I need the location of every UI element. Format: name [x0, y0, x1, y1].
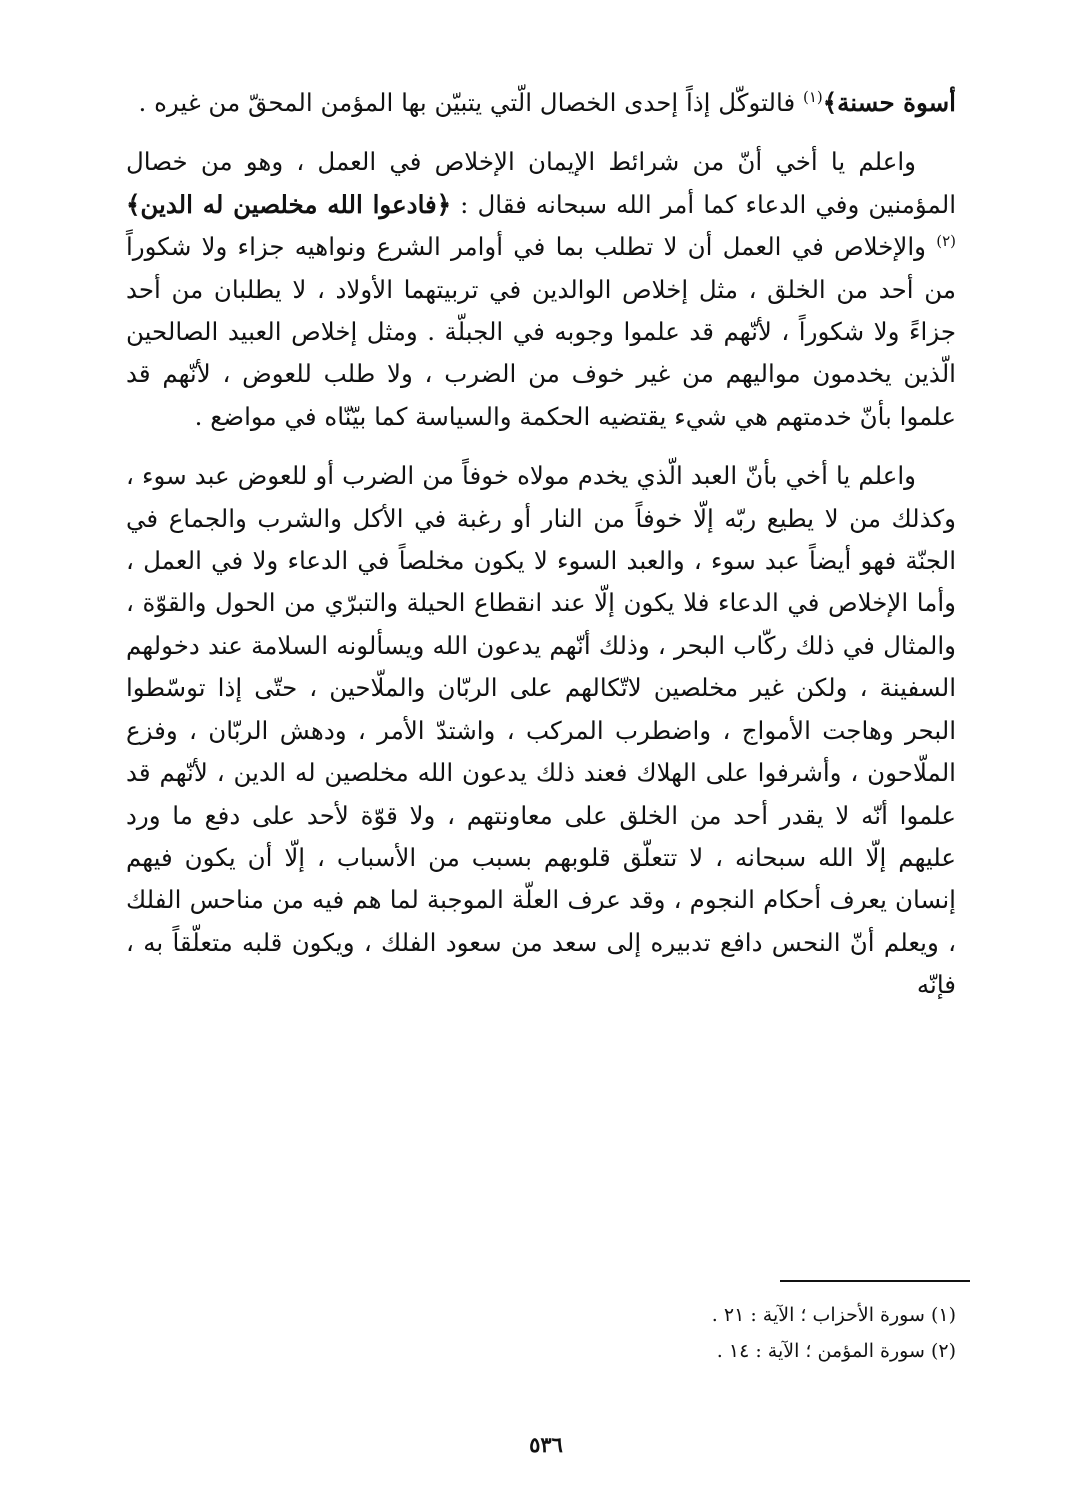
footnote-divider	[780, 1280, 970, 1282]
paragraph-3	[126, 455, 956, 1006]
footnote-1: (١) سورة الأحزاب ؛ الآية : ٢١ .	[711, 1304, 956, 1326]
quran-quote: ﴿فادعوا الله مخلصين له الدين﴾	[126, 189, 452, 219]
footnote-marker-1: (١)	[802, 87, 823, 106]
footnotes	[456, 1297, 956, 1369]
footnote-2: (٢) سورة المؤمن ؛ الآية : ١٤ .	[716, 1340, 956, 1362]
paragraph-text: فالتوكّل إذاً إحدى الخصال الّتي يتبيّن بها المؤمن المحقّ من غيره .	[138, 88, 803, 117]
paragraph-2	[126, 141, 956, 438]
paragraph-1	[126, 82, 956, 124]
paragraph-text: واعلم يا أخي بأنّ العبد الّذي يخدم مولاه خوفاً من الضرب أو للعوض عبد سوء ، وكذلك من لا يطيع ربّه إلّا خوفاً من النار أو رغبة في الأكل والشرب والجماع في الجنّة فهو أيضاً عبد سوء ، والعبد السوء لا يكون مخلصاً في الدعاء ولا في العمل ، وأما الإخلاص في الدعاء فلا يكون إلّا عند انقطاع الحيلة والتبرّي من الحول والقوّة ، والمثال في ذلك ركّاب البحر ، وذلك أنّهم يدعون الله ويسألونه السلامة عند دخولهم السفينة ، ولكن غير مخلصين لاتّكالهم على الربّان والملّاحين ، حتّى إذا توسّطوا البحر وهاجت الأمواج ، واضطرب المركب ، واشتدّ الأمر ، ودهش الربّان ، وفزع الملّاحون ، وأشرفوا على الهلاك فعند ذلك يدعون الله مخلصين له الدين ، لأنّهم قد علموا أنّه لا يقدر أحد من الخلق على معاونتهم ، ولا قوّة لأحد على دفع ما ورد عليهم إلّا الله سبحانه ، لا تتعلّق قلوبهم بسبب من الأسباب ، إلّا أن يكون فيهم إنسان يعرف أحكام النجوم ، وقد عرف العلّة الموجبة لما هم فيه من مناحس الفلك ، ويعلم أنّ النحس دافع تدبيره إلى سعد من سعود الفلك ، ويكون قلبه متعلّقاً به ، فإنّه	[126, 461, 956, 1000]
page-number: ٥٣٦	[529, 1432, 563, 1457]
body-text	[126, 82, 956, 1007]
quran-quote: أسوة حسنة﴾	[822, 88, 956, 117]
paragraph-text: واعلم يا أخي أنّ من شرائط الإيمان الإخلاص في العمل ، وهو من خصال المؤمنين وفي الدعاء كما أمر الله سبحانه فقال :	[126, 147, 956, 219]
footnote-marker-2: (٢)	[936, 232, 956, 251]
paragraph-text: والإخلاص في العمل أن لا تطلب بما في أوامر الشرع ونواهيه جزاء ولا شكوراً من أحد من الخلق ، مثل إخلاص الوالدين في تربيتهما الأولاد ، لا يطلبان من أحد جزاءً ولا شكوراً ، لأنّهم قد علموا وجوبه في الجبلّة . ومثل إخلاص العبيد الصالحين الّذين يخدمون مواليهم من غير خوف من الضرب ، ولا طلب للعوض ، لأنّهم قد علموا بأنّ خدمتهم هي شيء يقتضيه الحكمة والسياسة كما بيّنّاه في مواضع .	[126, 232, 956, 431]
